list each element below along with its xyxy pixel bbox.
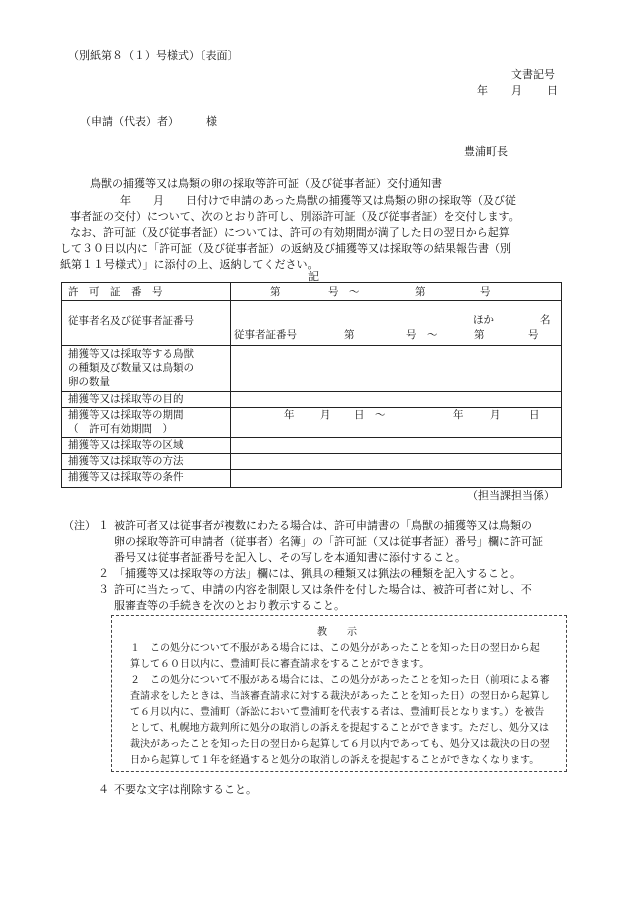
note-3-number: ３ (98, 583, 109, 596)
worker-mei: 名 (540, 314, 551, 326)
note-1-number: １ (98, 519, 109, 532)
body-line-1: 年 月 日付けで申請のあった鳥獣の捕獲等又は鳥類の卵の採取等（及び従 (120, 194, 516, 207)
permit-number-go: 号 ～ (328, 286, 360, 298)
body-line-4: して３０日以内に「許可証（及び従事者証）の返納及び捕獲等又は採取等の結果報告書（別 (60, 242, 511, 255)
form-label: （別紙第８（１）号様式）〔表面〕 (68, 49, 239, 62)
note-2: 「捕獲等又は採取等の方法」欄には、猟具の種類又は猟法の種類を記入すること。 (114, 567, 521, 580)
condition-label: 捕獲等又は採取等の条件 (68, 471, 184, 483)
permit-table (61, 282, 562, 488)
date-month: 月 (511, 84, 522, 97)
period-tsuki2: 月 (490, 409, 501, 421)
body-line-2: 事者証の交付）について、次のとおり許可し、別添許可証（及び従事者証）を交付します。 (70, 210, 520, 223)
worker-cert-dai2: 第 (474, 329, 485, 341)
sender: 豊浦町長 (464, 145, 508, 158)
area-label: 捕獲等又は採取等の区域 (68, 439, 184, 451)
body-line-5: 紙第１１号様式）」に添付の上、返納してください。 (60, 258, 319, 271)
species-label-line-3: 卵の数量 (68, 376, 110, 388)
kyoji-notice-box (111, 615, 567, 772)
date-year: 年 (477, 84, 488, 97)
worker-cert-label: 従事者証番号 (234, 329, 297, 341)
table-row (62, 407, 561, 408)
ki-label: 記 (308, 270, 319, 283)
note-3-line-2: 服審査等の手続きを次のとおり教示すること。 (114, 599, 345, 612)
purpose-label: 捕獲等又は採取等の目的 (68, 393, 184, 405)
permit-number-dai: 第 (270, 286, 281, 298)
body-line-3: なお、許可証（及び従事者証）については、許可の有効期間が満了した日の翌日から起算 (70, 226, 510, 239)
worker-hoka: ほか (473, 314, 494, 326)
permit-number-go2: 号 (480, 286, 491, 298)
document-title: 鳥獣の捕獲等又は鳥類の卵の採取等許可証（及び従事者証）交付通知書 (90, 177, 442, 190)
note-4: 不要な文字は削除すること。 (114, 783, 257, 796)
table-row (62, 453, 561, 454)
kyoji-line: 裁決があったことを知った日の翌日から起算して６月以内であっても、処分又は裁決の日の翌 (130, 739, 550, 750)
table-row (62, 469, 561, 470)
recipient-honorific: 様 (206, 115, 217, 128)
period-nen: 年 (284, 409, 295, 421)
recipient: （申請（代表）者） (80, 115, 179, 128)
period-nen2: 年 (453, 409, 464, 421)
period-label-line-2: （ 許可有効期間 ） (68, 423, 173, 435)
table-row (62, 437, 561, 438)
note-2-number: ２ (98, 567, 109, 580)
kyoji-line: として、札幌地方裁判所に処分の取消しの訴えを提起することができます。ただし、処分又は (130, 723, 549, 734)
worker-cert-dai: 第 (344, 329, 355, 341)
table-column-divider (230, 283, 231, 487)
doc-number-label: 文書記号 (511, 68, 555, 81)
method-label: 捕獲等又は採取等の方法 (68, 455, 184, 467)
table-row (62, 345, 561, 346)
note-4-number: ４ (98, 783, 109, 796)
period-label-line-1: 捕獲等又は採取等の期間 (68, 409, 184, 421)
tanto-label: （担当課担当係） (467, 489, 555, 502)
worker-label: 従事者名及び従事者証番号 (68, 315, 194, 327)
kyoji-line: ２ この処分について不服がある場合には、この処分があったことを知った日（前項による審 (130, 675, 550, 686)
note-1-line-3: 番号又は従事者証番号を記入し、その写しを本通知書に添付すること。 (114, 551, 466, 564)
kyoji-line: １ この処分について不服がある場合には、この処分があったことを知った日の翌日から起 (130, 643, 540, 654)
worker-cert-go: 号 ～ (406, 329, 438, 341)
table-row (62, 300, 561, 301)
worker-cert-go2: 号 (528, 329, 539, 341)
period-tsuki: 月 (320, 409, 331, 421)
note-3-line-1: 許可に当たって、申請の内容を制限し又は条件を付した場合は、被許可者に対し、不 (114, 583, 532, 596)
note-1-line-1: 被許可者又は従事者が複数にわたる場合は、許可申請書の「鳥獣の捕獲等又は鳥類の (114, 519, 532, 532)
date-day: 日 (547, 84, 558, 97)
species-label-line-1: 捕獲等又は採取等する鳥獣 (68, 348, 194, 360)
permit-number-dai2: 第 (415, 286, 426, 298)
kyoji-line: 算して６０日以内に、豊浦町長に審査請求をすることができます。 (130, 659, 430, 670)
kyoji-title: 教 示 (317, 627, 357, 638)
kyoji-line: 日から起算して１年を経過すると処分の取消しの訴えを提起することができなくなります。 (130, 755, 540, 766)
period-hi2: 日 (529, 409, 540, 421)
species-label-line-2: の種類及び数量又は鳥類の (68, 362, 194, 374)
kyoji-line: 査請求をしたときは、当該審査請求に対する裁決があったことを知った日）の翌日から起算し (130, 691, 550, 702)
permit-number-label: 許 可 証 番 号 (68, 286, 163, 298)
table-row (62, 391, 561, 392)
period-hi: 日 ～ (354, 409, 386, 421)
kyoji-line: て６月以内に、豊浦町（訴訟において豊浦町を代表する者は、豊浦町長となります。）を被告 (130, 707, 545, 718)
notes-prefix: （注） (63, 519, 96, 532)
note-1-line-2: 卵の採取等許可申請者（従事者）名簿」の「許可証（又は従事者証）番号」欄に許可証 (114, 535, 543, 548)
